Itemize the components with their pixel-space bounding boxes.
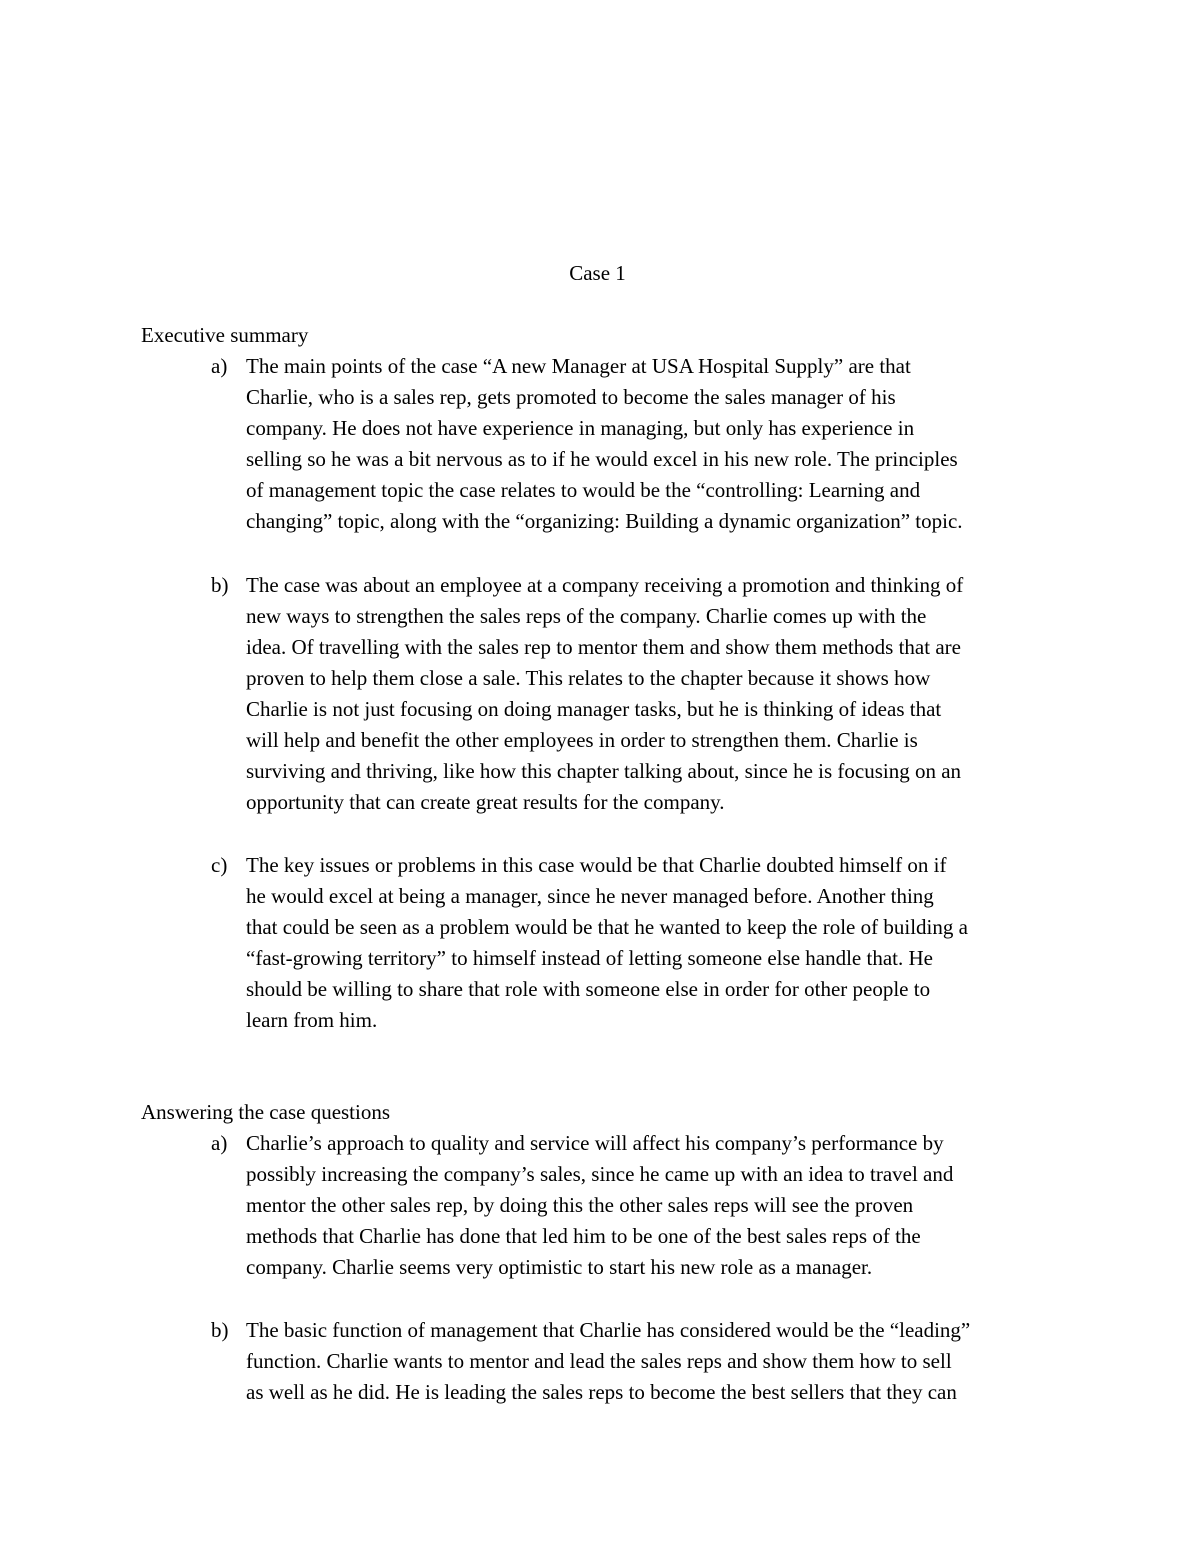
text-line: company. Charlie seems very optimistic to start his new role as a manager. (246, 1255, 873, 1279)
list-marker: a) (211, 354, 228, 378)
text-line: The case was about an employee at a company receiving a promotion and thinking of (246, 573, 964, 597)
text-line: The key issues or problems in this case would be that Charlie doubted himself on if (246, 853, 947, 877)
document-title: Case 1 (569, 261, 626, 285)
text-line: as well as he did. He is leading the sales reps to become the best sellers that they can (246, 1380, 957, 1404)
list-marker: c) (211, 853, 228, 877)
text-line: Charlie is not just focusing on doing manager tasks, but he is thinking of ideas that (246, 697, 942, 721)
paragraph (246, 351, 963, 537)
list-marker: a) (211, 1131, 228, 1155)
text-line: changing” topic, along with the “organizing: Building a dynamic organization” topic. (246, 509, 963, 533)
list-marker: b) (211, 1318, 229, 1342)
section-heading-answering-case-questions: Answering the case questions (141, 1100, 391, 1124)
section-heading-executive-summary: Executive summary (141, 323, 309, 347)
text-line: idea. Of travelling with the sales rep to mentor them and show them methods that are (246, 635, 961, 659)
text-line: opportunity that can create great results for the company. (246, 790, 725, 814)
text-line: learn from him. (246, 1008, 378, 1032)
text-line: should be willing to share that role with someone else in order for other people to (246, 977, 931, 1001)
text-line: will help and benefit the other employees in order to strengthen them. Charlie is (246, 728, 918, 752)
text-line: proven to help them close a sale. This relates to the chapter because it shows how (246, 666, 931, 690)
text-line: The main points of the case “A new Manager at USA Hospital Supply” are that (246, 354, 911, 378)
text-line: mentor the other sales rep, by doing this the other sales reps will see the proven (246, 1193, 914, 1217)
text-line: The basic function of management that Charlie has considered would be the “leading” (246, 1318, 971, 1342)
text-line: new ways to strengthen the sales reps of the company. Charlie comes up with the (246, 604, 927, 628)
paragraph (246, 850, 968, 1036)
text-line: possibly increasing the company’s sales, since he came up with an idea to travel and (246, 1162, 954, 1186)
text-line: company. He does not have experience in managing, but only has experience in (246, 416, 915, 440)
list-marker: b) (211, 573, 229, 597)
text-line: he would excel at being a manager, since he never managed before. Another thing (246, 884, 934, 908)
text-line: Charlie’s approach to quality and service will affect his company’s performance by (246, 1131, 944, 1155)
text-line: of management topic the case relates to would be the “controlling: Learning and (246, 478, 921, 502)
text-line: function. Charlie wants to mentor and lead the sales reps and show them how to sell (246, 1349, 952, 1373)
text-line: methods that Charlie has done that led him to be one of the best sales reps of the (246, 1224, 921, 1248)
text-line: that could be seen as a problem would be that he wanted to keep the role of building a (246, 915, 968, 939)
paragraph (246, 1315, 970, 1408)
text-line: “fast-growing territory” to himself instead of letting someone else handle that. He (246, 946, 933, 970)
text-line: Charlie, who is a sales rep, gets promoted to become the sales manager of his (246, 385, 896, 409)
text-line: selling so he was a bit nervous as to if he would excel in his new role. The principles (246, 447, 958, 471)
text-line: surviving and thriving, like how this chapter talking about, since he is focusing on an (246, 759, 962, 783)
paragraph (246, 1128, 953, 1283)
paragraph (246, 570, 963, 818)
